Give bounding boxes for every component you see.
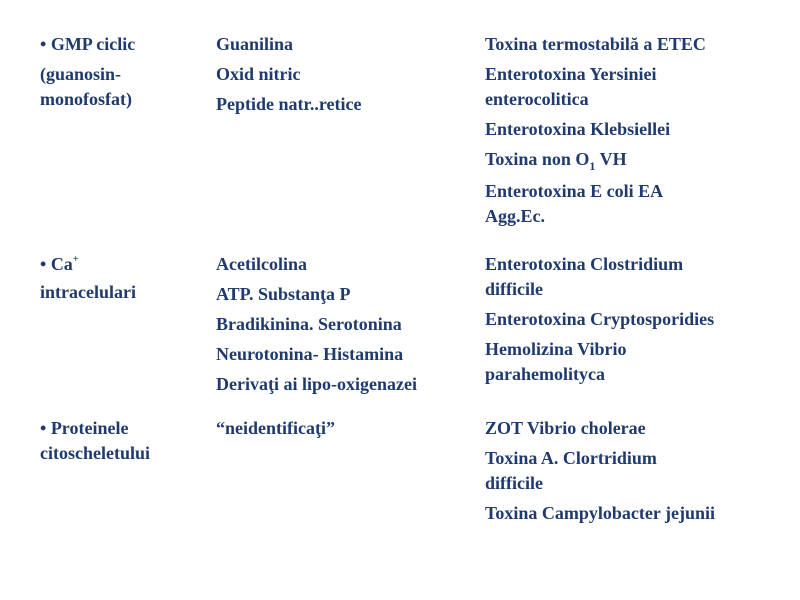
mechanism-title: [40, 416, 210, 466]
toxin-item: Toxina A. Clortridium difficile: [485, 448, 657, 493]
bullet: •: [40, 418, 47, 438]
mediator-item: Bradikinina. Serotonina: [216, 314, 402, 334]
mechanism-detail: (guanosin-monofosfat): [40, 64, 132, 109]
toxin-rest: VH: [595, 149, 627, 169]
mediator-item: Guanilina: [216, 34, 294, 54]
mechanism-title: [40, 32, 210, 57]
toxins-ca: [485, 252, 785, 387]
mechanism-gmp: [40, 32, 210, 112]
mechanism-ca: [40, 252, 210, 305]
mediators-proteins: [216, 416, 478, 441]
mechanism-name: Ca: [50, 254, 73, 274]
mechanism-name: GMP ciclic: [50, 34, 136, 54]
toxin-item: Enterotoxina Yersiniei enterocolitica: [485, 64, 657, 109]
mechanism-title: [40, 252, 210, 305]
mediator-item: Oxid nitric: [216, 64, 301, 84]
toxin-item: Hemolizina Vibrio parahemolityca: [485, 339, 627, 384]
subscript: 1: [589, 159, 596, 173]
mediators-ca: [216, 252, 478, 397]
toxin-item: Enterotoxina Clostridium difficile: [485, 254, 684, 299]
bullet: •: [40, 254, 47, 274]
toxin-item: ZOT Vibrio cholerae: [485, 418, 646, 438]
toxins-proteins: [485, 416, 785, 526]
mediator-item: ATP. Substanţa P: [216, 284, 351, 304]
mechanism-name: Proteinele: [50, 418, 129, 438]
mediator-item: Peptide natr..retice: [216, 94, 362, 114]
mediator-item: Derivaţi ai lipo-oxigenazei: [216, 374, 417, 394]
bullet: •: [40, 34, 47, 54]
toxin-item: Toxina termostabilă a ETEC: [485, 34, 706, 54]
mediators-gmp: [216, 32, 478, 117]
mechanism-detail: intracelulari: [40, 282, 136, 302]
toxin-item-o1: [485, 147, 785, 174]
toxin-base: Toxina non O: [485, 149, 590, 169]
mediator-item: Acetilcolina: [216, 254, 307, 274]
mechanism-detail: citoscheletului: [40, 443, 150, 463]
mediator-item: Neurotonina- Histamina: [216, 344, 404, 364]
toxins-gmp: [485, 32, 785, 229]
toxin-item: Enterotoxina E coli EA Agg.Ec.: [485, 181, 663, 226]
toxin-item: Enterotoxina Cryptosporidies: [485, 309, 715, 329]
toxin-item: Enterotoxina Klebsiellei: [485, 119, 671, 139]
superscript: +: [72, 254, 79, 265]
mechanism-proteins: [40, 416, 210, 466]
toxin-item: Toxina Campylobacter jejunii: [485, 503, 716, 523]
mediator-item: “neidentificaţi”: [216, 418, 335, 438]
